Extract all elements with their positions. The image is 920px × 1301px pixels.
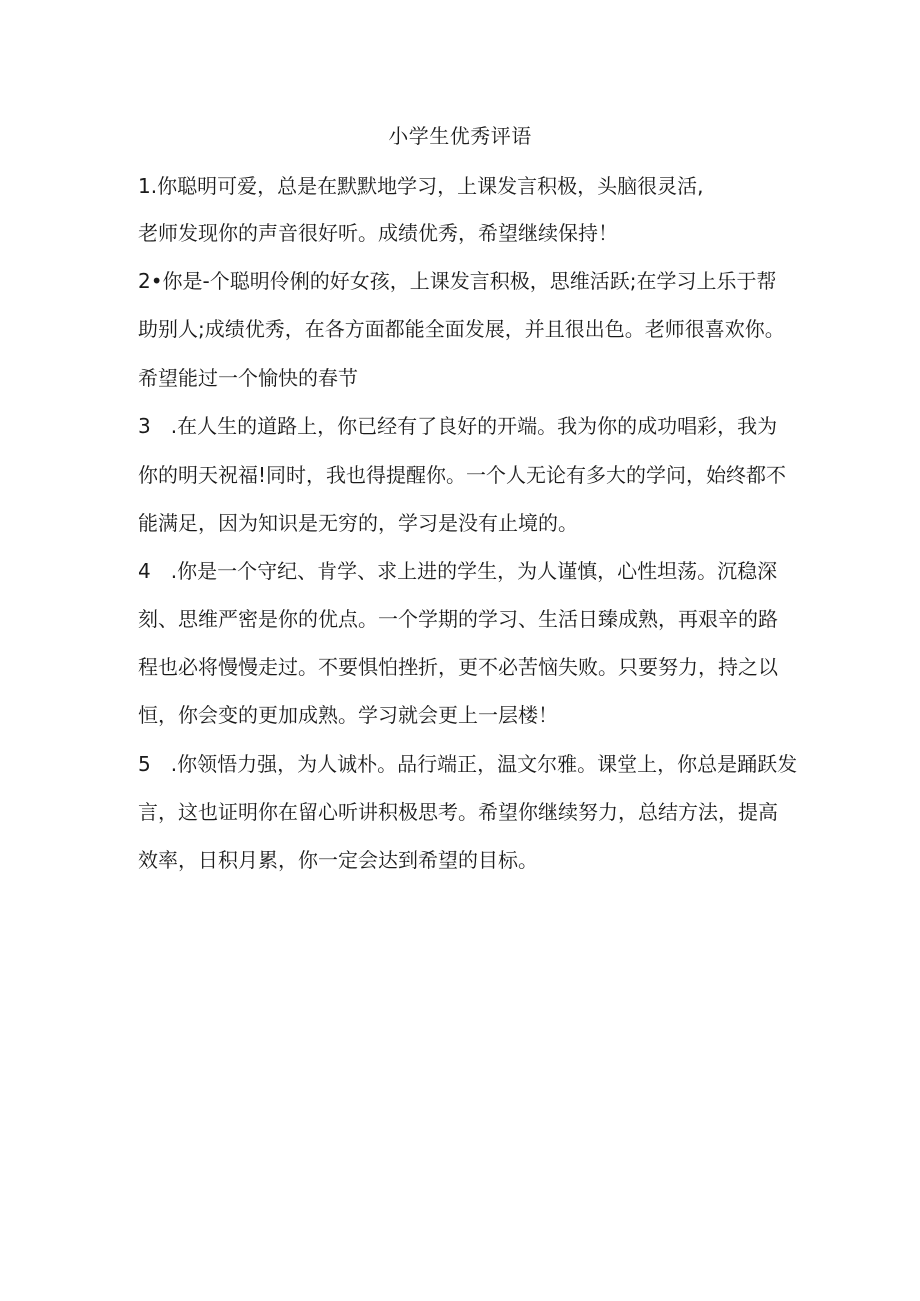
paragraph-5-line-2: 言，这也证明你在留心听讲积极思考。希望你继续努力，总结方法，提高 <box>138 800 778 824</box>
paragraph-4-line-4: 恒，你会变的更加成熟。学习就会更上一层楼！ <box>138 703 558 727</box>
document-title: 小学生优秀评语 <box>388 124 532 148</box>
paragraph-4-line-2: 刻、思维严密是你的优点。一个学期的学习、生活日臻成熟，再艰辛的路 <box>138 607 778 631</box>
paragraph-3-line-1: 3 .在人生的道路上，你已经有了良好的开端。我为你的成功唱彩，我为 <box>138 414 778 438</box>
paragraph-5-line-3: 效率，日积月累，你一定会达到希望的目标。 <box>138 848 538 872</box>
paragraph-2-line-3: 希望能过一个愉快的春节 <box>138 366 358 390</box>
paragraph-3-line-3: 能满足，因为知识是无穷的，学习是没有止境的。 <box>138 511 578 535</box>
paragraph-4-line-1: 4 .你是一个守纪、肯学、求上进的学生，为人谨慎，心性坦荡。沉稳深 <box>138 559 778 583</box>
paragraph-5-line-1: 5 .你领悟力强，为人诚朴。品行端正，温文尔雅。课堂上，你总是踊跃发 <box>138 752 798 776</box>
paragraph-2-line-2: 助别人;成绩优秀，在各方面都能全面发展，并且很出色。老师很喜欢你。 <box>138 317 785 341</box>
paragraph-3-line-2: 你的明天祝福!同时，我也得提醒你。一个人无论有多大的学问，始终都不 <box>138 463 787 487</box>
paragraph-1-line-2: 老师发现你的声音很好听。成绩优秀，希望继续保持！ <box>138 221 618 245</box>
paragraph-4-line-3: 程也必将慢慢走过。不要惧怕挫折，更不必苦恼失败。只要努力，持之以 <box>138 655 778 679</box>
paragraph-2-line-1: 2•你是-个聪明伶俐的好女孩，上课发言积极，思维活跃;在学习上乐于帮 <box>138 269 777 293</box>
paragraph-1-line-1: 1.你聪明可爱，总是在默默地学习，上课发言积极，头脑很灵活, <box>138 174 704 198</box>
